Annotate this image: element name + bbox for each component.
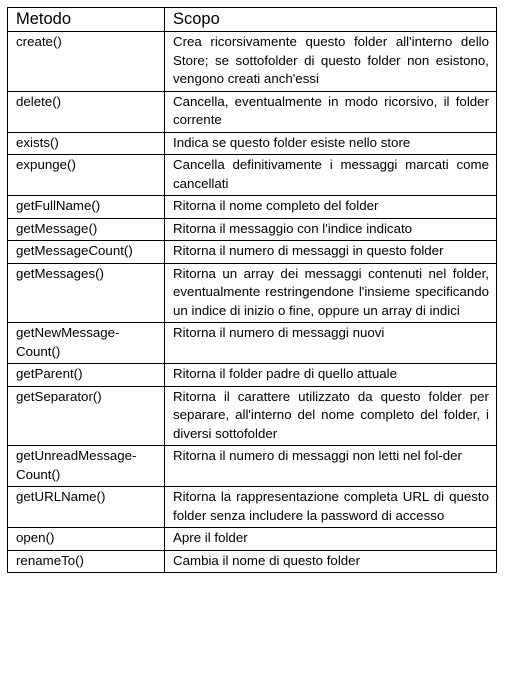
method-name: getURLName() xyxy=(8,487,165,528)
method-name: renameTo() xyxy=(8,550,165,573)
method-scope: Ritorna il numero di messaggi non letti nel fol-der xyxy=(165,446,497,487)
table-header xyxy=(8,8,497,32)
method-name: getParent() xyxy=(8,364,165,387)
method-name: delete() xyxy=(8,91,165,132)
method-name: getSeparator() xyxy=(8,386,165,446)
method-scope: Ritorna un array dei messaggi contenuti nel folder, eventualmente restringendone l'insieme specificando un indice di inizio o fine, oppure un array di indici xyxy=(165,263,497,323)
method-name: getNewMessage-Count() xyxy=(8,323,165,364)
table-row xyxy=(8,241,497,264)
table-row xyxy=(8,550,497,573)
method-scope: Ritorna la rappresentazione completa URL di questo folder senza includere la password di accesso xyxy=(165,487,497,528)
method-scope: Ritorna il numero di messaggi nuovi xyxy=(165,323,497,364)
method-scope: Ritorna il numero di messaggi in questo folder xyxy=(165,241,497,264)
table-row xyxy=(8,132,497,155)
method-scope: Apre il folder xyxy=(165,528,497,551)
method-scope: Ritorna il messaggio con l'indice indicato xyxy=(165,218,497,241)
method-scope: Ritorna il carattere utilizzato da questo folder per separare, all'interno del nome completo del folder, i diversi sottofolder xyxy=(165,386,497,446)
header-row xyxy=(8,8,497,32)
table-row xyxy=(8,528,497,551)
table-row xyxy=(8,446,497,487)
method-scope: Cambia il nome di questo folder xyxy=(165,550,497,573)
method-name: getUnreadMessage-Count() xyxy=(8,446,165,487)
table-row xyxy=(8,218,497,241)
method-scope: Ritorna il nome completo del folder xyxy=(165,196,497,219)
method-name: open() xyxy=(8,528,165,551)
table-row xyxy=(8,386,497,446)
table-body xyxy=(8,32,497,573)
table-row xyxy=(8,32,497,92)
table-row xyxy=(8,196,497,219)
method-name: create() xyxy=(8,32,165,92)
method-name: getMessages() xyxy=(8,263,165,323)
table-row xyxy=(8,323,497,364)
table-row xyxy=(8,487,497,528)
method-scope: Crea ricorsivamente questo folder all'interno dello Store; se sottofolder di questo folder non esistono, vengono creati anch'essi xyxy=(165,32,497,92)
method-name: expunge() xyxy=(8,155,165,196)
table-row xyxy=(8,263,497,323)
header-scope: Scopo xyxy=(165,8,497,32)
table-row xyxy=(8,91,497,132)
method-name: getMessage() xyxy=(8,218,165,241)
method-scope: Ritorna il folder padre di quello attuale xyxy=(165,364,497,387)
method-scope: Cancella, eventualmente in modo ricorsivo, il folder corrente xyxy=(165,91,497,132)
method-name: getFullName() xyxy=(8,196,165,219)
method-name: exists() xyxy=(8,132,165,155)
method-scope: Cancella definitivamente i messaggi marcati come cancellati xyxy=(165,155,497,196)
table-row xyxy=(8,364,497,387)
header-method: Metodo xyxy=(8,8,165,32)
method-scope: Indica se questo folder esiste nello store xyxy=(165,132,497,155)
method-name: getMessageCount() xyxy=(8,241,165,264)
methods-table xyxy=(7,7,497,573)
table-row xyxy=(8,155,497,196)
